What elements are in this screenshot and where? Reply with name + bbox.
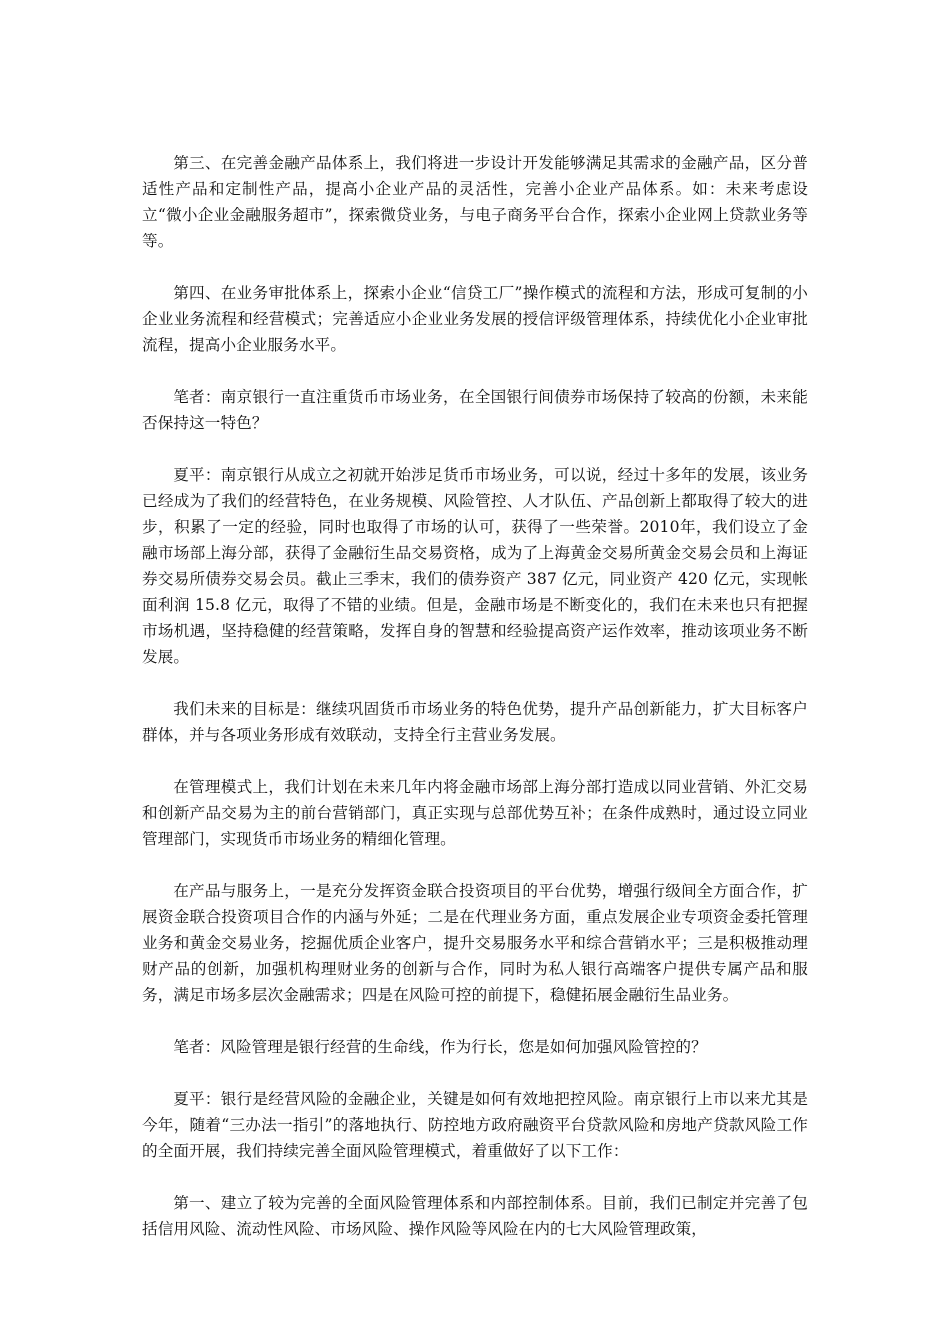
paragraph-product-system: 第三、在完善金融产品体系上，我们将进一步设计开发能够满足其需求的金融产品，区分普适性产品和定制性产品，提高小企业产品的灵活性，完善小企业产品体系。如：未来考虑设立“微小企业金融服务超市”，探索微贷业务，与电子商务平台合作，探索小企业网上贷款业务等等。 [142, 154, 808, 250]
paragraph-future-goals: 我们未来的目标是：继续巩固货币市场业务的特色优势，提升产品创新能力，扩大目标客户群体，并与各项业务形成有效联动，支持全行主营业务发展。 [142, 700, 808, 744]
document-page [142, 150, 808, 1268]
paragraph-question-money-market: 笔者：南京银行一直注重货币市场业务，在全国银行间债券市场保持了较高的份额，未来能否保持这一特色？ [142, 388, 808, 432]
paragraph-management-model: 在管理模式上，我们计划在未来几年内将金融市场部上海分部打造成以同业营销、外汇交易和创新产品交易为主的前台营销部门，真正实现与总部优势互补；在条件成熟时，通过设立同业管理部门，实现货币市场业务的精细化管理。 [142, 778, 808, 848]
paragraph-question-risk: 笔者：风险管理是银行经营的生命线，作为行长，您是如何加强风险管控的？ [173, 1038, 707, 1056]
paragraph-answer-risk: 夏平：银行是经营风险的金融企业，关键是如何有效地把控风险。南京银行上市以来尤其是今年，随着“三办法一指引”的落地执行、防控地方政府融资平台贷款风险和房地产贷款风险工作的全面开展，我们持续完善全面风险管理模式，着重做好了以下工作： [142, 1090, 808, 1160]
paragraph-approval-system: 第四、在业务审批体系上，探索小企业“信贷工厂”操作模式的流程和方法，形成可复制的小企业业务流程和经营模式；完善适应小企业业务发展的授信评级管理体系，持续优化小企业审批流程，提高小企业服务水平。 [142, 284, 808, 354]
paragraph-answer-money-market: 夏平：南京银行从成立之初就开始涉足货币市场业务，可以说，经过十多年的发展，该业务已经成为了我们的经营特色，在业务规模、风险管控、人才队伍、产品创新上都取得了较大的进步，积累了一定的经验，同时也取得了市场的认可，获得了一些荣誉。2010年，我们设立了金融市场部上海分部，获得了金融衍生品交易资格，成为了上海黄金交易所黄金交易会员和上海证券交易所债券交易会员。截止三季末，我们的债券资产 387 亿元，同业资产 420 亿元，实现帐面利润 15.8 亿元，取得了不错的业绩。但是，金融市场是不断变化的，我们在未来也只有把握市场机遇，坚持稳健的经营策略，发挥自身的智慧和经验提高资产运作效率，推动该项业务不断发展。 [142, 466, 808, 666]
paragraph-products-services: 在产品与服务上，一是充分发挥资金联合投资项目的平台优势，增强行级间全方面合作，扩展资金联合投资项目合作的内涵与外延；二是在代理业务方面，重点发展企业专项资金委托管理业务和黄金交易业务，挖掘优质企业客户，提升交易服务水平和综合营销水平；三是积极推动理财产品的创新，加强机构理财业务的创新与合作，同时为私人银行高端客户提供专属产品和服务，满足市场多层次金融需求；四是在风险可控的前提下，稳健拓展金融衍生品业务。 [142, 882, 808, 1004]
paragraph-risk-system: 第一、建立了较为完善的全面风险管理体系和内部控制体系。目前，我们已制定并完善了包括信用风险、流动性风险、市场风险、操作风险等风险在内的七大风险管理政策， [142, 1194, 808, 1238]
